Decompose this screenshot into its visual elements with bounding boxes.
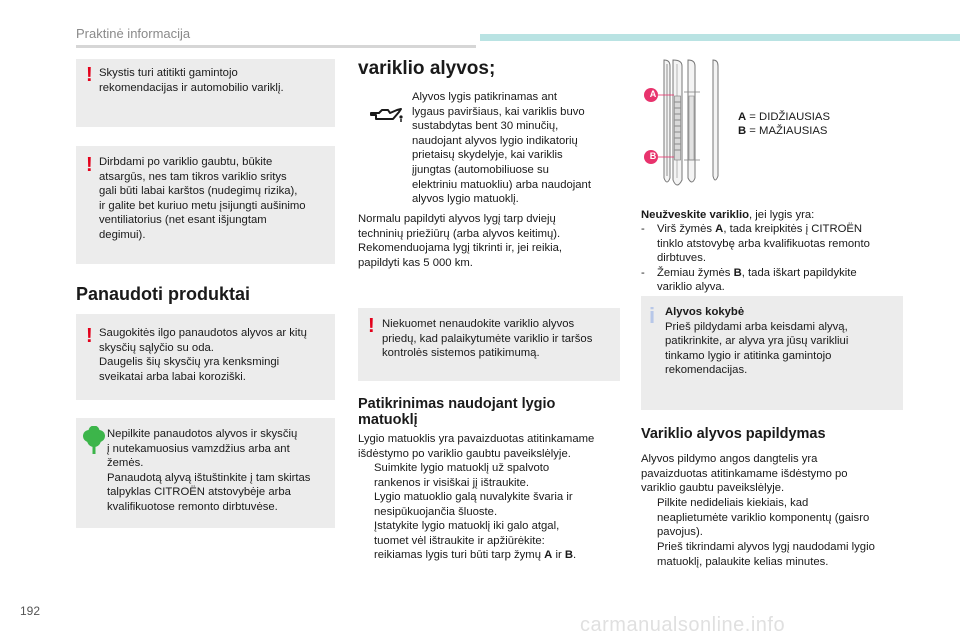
marker-a-label: A xyxy=(649,89,657,99)
watermark: carmanualsonline.info xyxy=(580,614,786,636)
list-item-text: Pilkite nedideliais kiekiais, kad neaplietumėte variklio komponentų (gaisro pavojus). xyxy=(657,497,870,539)
dipstick-intro: Lygio matuoklis yra pavaizduotas atitinkamame išdėstymo po variklio gaubtu paveikslėlyje. xyxy=(358,433,595,460)
warning-box-skin-contact xyxy=(76,314,335,400)
topup-intro: Alyvos pildymo angos dangtelis yra pavaizduotas atitinkamame išdėstymo po variklio gaubtu paveikslėlyje. xyxy=(641,453,848,495)
info-icon: i xyxy=(649,303,656,328)
list-item-text: Žemiau žymės B, tada iškart papildykite variklio alyva. xyxy=(657,266,857,294)
legend-min: B = MAŽIAUSIAS xyxy=(738,125,828,137)
warning-box-additives xyxy=(358,308,620,381)
warning-icon: ! xyxy=(86,325,93,347)
marker-b-label: B xyxy=(649,151,657,161)
environment-text: Nepilkite panaudotos alyvos ir skysčių į nutekamuosius vamzdžius arba ant žemės. Panaudotą alyvą ištuštinkite į tam skirtas talpyklas CITROËN atstovybėje arba kvalifikuotose remonto dirbtuvėse. xyxy=(107,428,311,513)
list-item-text: Įstatykite lygio matuoklį iki galo atgal, tuomet vėl ištraukite ir apžiūrėkite: reikiamas lygis turi būti tarp žymų A ir B. xyxy=(374,520,577,562)
warning-icon: ! xyxy=(86,64,93,86)
header-accent-bar xyxy=(480,34,960,41)
environment-box xyxy=(76,418,335,528)
dipstick-heading: Patikrinimas naudojant lygio matuoklį xyxy=(358,396,556,428)
legend-max: A = DIDŽIAUSIAS xyxy=(738,111,830,123)
oil-check-text: Alyvos lygis patikrinamas ant lygaus paviršiaus, kai variklis buvo sustabdytas bent 30 minučių, naudojant alyvos lygio indikatorių prietaisų skydelyje, kai variklis įjungtas (automobiliuose su elektriniu matuokliu) arba naudojant alyvos lygio matuoklį. xyxy=(412,91,591,206)
warning-box-fluid-spec xyxy=(76,59,335,127)
info-title: Alyvos kokybė xyxy=(665,306,745,318)
list-item-text: Lygio matuoklio galą nuvalykite švaria ir nesipūkuojančia šluoste. xyxy=(374,491,573,518)
warning-text: Skystis turi atitikti gamintojo rekomendacijas ir automobilio variklį. xyxy=(99,67,284,94)
warning-icon: ! xyxy=(368,315,375,337)
level-status-intro: Neužveskite variklio, jei lygis yra: xyxy=(641,209,815,221)
section-heading-used-products: Panaudoti produktai xyxy=(76,284,251,304)
warning-text: Niekuomet nenaudokite variklio alyvos priedų, kad palaikytumėte variklio ir taršos kontrolės sistemos patikimumą. xyxy=(382,318,593,360)
warning-box-hot-engine xyxy=(76,146,335,264)
oil-can-icon xyxy=(368,104,404,126)
warning-text: Saugokitės ilgo panaudotos alyvos ar kitų skysčių sąlyčio su oda. Daugelis šių skysčių yra kenksmingi sveikatai arba labai koroziški. xyxy=(99,327,307,383)
warning-text: Dirbdami po variklio gaubtu, būkite atsargūs, nes tam tikros variklio sritys gali būti labai karštos (nudegimų rizika), ir galite bet kuriuo metu įsijungti aušinimo ventiliatorius (net esant išjungtam degimui). xyxy=(99,156,306,241)
tree-icon xyxy=(81,426,107,456)
info-box-oil-quality xyxy=(641,296,903,410)
info-text: Prieš pildydami arba keisdami alyvą, patikrinkite, ar alyva yra jūsų varikliui tinkamo lygio ir atitinka gamintojo rekomendacijas. xyxy=(665,320,849,377)
section-heading-engine-oil: variklio alyvos; xyxy=(358,58,496,79)
oil-topup-interval-text: Normalu papildyti alyvos lygį tarp dviejų techninių priežiūrų (arba alyvos keitimų). Rekomenduojama lygį tikrinti ir, jei reikia, papildyti kas 5 000 km. xyxy=(358,213,563,269)
list-item-text: Virš žymės A, tada kreipkitės į CITROËN tinklo atstovybę arba kvalifikuotas remonto dirbtuves. xyxy=(657,223,870,265)
dipstick-illustration xyxy=(640,58,730,193)
header-divider xyxy=(76,45,476,48)
page-number: 192 xyxy=(20,604,41,618)
list-item-text: Suimkite lygio matuoklį už spalvoto rankenos ir visiškai jį ištraukite. xyxy=(374,462,550,489)
list-item-text: Prieš tikrindami alyvos lygį naudodami lygio matuoklį, palaukite kelias minutes. xyxy=(657,541,875,568)
section-title: Praktinė informacija xyxy=(76,26,191,41)
topup-heading: Variklio alyvos papildymas xyxy=(641,426,826,442)
warning-icon: ! xyxy=(86,154,93,176)
